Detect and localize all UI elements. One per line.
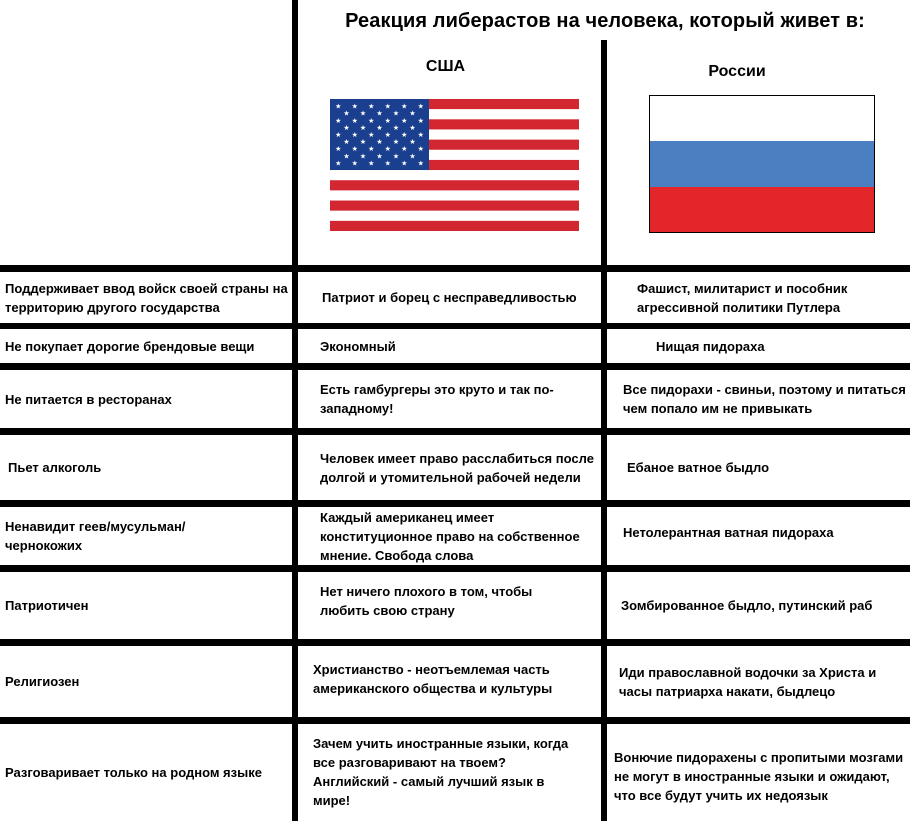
row-trait: Поддерживает ввод войск своей страны на территорию другого государства: [5, 280, 288, 315]
usa-flag-star-icon: ★: [401, 145, 408, 154]
row-russia-reaction: Иди православной водочки за Христа и часы патриарха накати, быдлецо: [619, 664, 877, 699]
russia-flag-white-stripe: [650, 96, 874, 141]
row-usa-reaction: Патриот и борец с несправедливостью: [322, 290, 577, 305]
usa-flag-star-icon: ★: [392, 152, 400, 161]
usa-flag-star-icon: ★: [343, 152, 350, 161]
divider-row-7: [0, 717, 910, 724]
usa-flag-icon: [330, 99, 579, 231]
row-trait: Не покупает дорогие брендовые вещи: [5, 338, 255, 354]
divider-row-6: [0, 639, 910, 646]
usa-flag-star-icon: ★: [401, 116, 408, 125]
row-trait: Религиозен: [5, 674, 80, 689]
usa-flag-star-icon: ★: [368, 131, 375, 139]
row-usa-reaction: Нет ничего плохого в том, чтобы любить свою страну: [320, 584, 533, 618]
usa-flag-star-icon: ★: [335, 116, 342, 125]
usa-flag-stripe: [330, 180, 579, 190]
divider-row-3: [0, 428, 910, 435]
usa-flag-star-icon: ★: [359, 152, 367, 161]
usa-flag-star-icon: ★: [417, 102, 424, 111]
column-header-russia: России: [708, 63, 766, 80]
usa-flag-star-icon: ★: [384, 102, 391, 111]
column-header-usa: США: [425, 58, 466, 75]
usa-flag-star-icon: ★: [392, 123, 400, 132]
row-trait: Пьет алкоголь: [8, 460, 102, 475]
usa-flag-star-icon: ★: [376, 138, 383, 147]
russia-flag-red-stripe: [650, 187, 874, 232]
row-russia-reaction: Нетолерантная ватная пидораха: [623, 524, 834, 540]
row-usa-reaction: Есть гамбургеры это круто и так по-западному!: [320, 382, 554, 416]
usa-flag-star-icon: ★: [351, 131, 358, 139]
divider-row-5: [0, 565, 910, 572]
usa-flag-star-icon: ★: [368, 116, 375, 125]
divider-row-0: [0, 265, 910, 272]
usa-flag-stripe: [330, 201, 579, 211]
usa-flag-star-icon: ★: [401, 102, 408, 111]
usa-flag-stripe: [330, 190, 579, 200]
usa-flag-star-icon: ★: [384, 131, 391, 139]
russia-flag-blue-stripe: [650, 141, 874, 186]
usa-flag-star-icon: ★: [384, 116, 391, 125]
usa-flag-star-icon: ★: [359, 109, 367, 118]
row-usa-reaction: Каждый американец имеет конституционное право на собственное мнение. Свобода слова: [320, 509, 580, 563]
usa-flag-star-icon: ★: [335, 131, 342, 139]
usa-flag-star-icon: ★: [335, 145, 342, 154]
russia-flag-icon: [649, 95, 875, 233]
divider-row-4: [0, 500, 910, 507]
row-usa-reaction: Христианство - неотъемлемая часть американского общества и культуры: [313, 661, 553, 696]
usa-flag-stripe: [330, 221, 579, 231]
usa-flag-star-icon: ★: [376, 152, 383, 161]
usa-flag-star-icon: ★: [384, 145, 391, 154]
usa-flag-star-icon: ★: [343, 123, 350, 132]
row-russia-reaction: Зомбированное быдло, путинский раб: [621, 598, 873, 613]
usa-flag-star-icon: ★: [409, 152, 416, 161]
usa-flag-star-icon: ★: [359, 123, 367, 132]
usa-flag-star-icon: ★: [359, 138, 367, 147]
row-usa-reaction: Экономный: [320, 338, 396, 354]
usa-flag-star-icon: ★: [417, 131, 424, 139]
usa-flag-star-icon: ★: [351, 159, 358, 168]
row-trait: Разговаривает только на родном языке: [5, 765, 262, 780]
divider-vertical-1: [292, 0, 298, 821]
row-usa-reaction: Человек имеет право расслабиться после долгой и утомительной рабочей недели: [320, 450, 594, 485]
usa-flag-star-icon: ★: [368, 145, 375, 154]
usa-flag-star-icon: ★: [392, 109, 400, 118]
row-trait: Патриотичен: [5, 598, 89, 613]
usa-flag-star-icon: ★: [335, 159, 342, 168]
usa-flag-star-icon: ★: [401, 131, 408, 139]
usa-flag-star-icon: ★: [351, 102, 358, 111]
usa-flag-star-icon: ★: [351, 145, 358, 154]
usa-flag-star-icon: ★: [417, 159, 424, 168]
usa-flag-star-icon: ★: [417, 145, 424, 154]
row-russia-reaction: Ебаное ватное быдло: [627, 460, 770, 475]
usa-flag-star-icon: ★: [392, 138, 400, 147]
usa-flag-star-icon: ★: [368, 159, 375, 168]
usa-flag-star-icon: ★: [351, 116, 358, 125]
usa-flag-star-icon: ★: [409, 109, 416, 118]
row-trait: Ненавидит геев/мусульман/чернокожих: [5, 519, 186, 553]
page-title: Реакция либерастов на человека, который живет в:: [345, 10, 865, 32]
usa-flag-star-icon: ★: [417, 116, 424, 125]
usa-flag-star-icon: ★: [368, 102, 375, 111]
usa-flag-star-icon: ★: [343, 138, 350, 147]
usa-flag-stripe: [330, 211, 579, 221]
usa-flag-star-icon: ★: [409, 138, 416, 147]
usa-flag-star-icon: ★: [335, 102, 342, 111]
usa-flag-star-icon: ★: [401, 159, 408, 168]
row-trait: Не питается в ресторанах: [5, 391, 172, 407]
divider-row-2: [0, 363, 910, 370]
row-russia-reaction: Вонючие пидорахены с пропитыми мозгами не могут в иностранные языки и ожидают, что все будут учить их недоязык: [614, 749, 904, 803]
usa-flag-stripe: [330, 170, 579, 180]
usa-flag-star-icon: ★: [384, 159, 391, 168]
usa-flag-star-icon: ★: [409, 123, 416, 132]
row-russia-reaction: Все пидорахи - свиньи, поэтому и питаться чем попало им не привыкать: [623, 382, 906, 416]
usa-flag-star-icon: ★: [376, 109, 383, 118]
usa-flag-star-icon: ★: [376, 123, 383, 132]
row-russia-reaction: Нищая пидораха: [656, 338, 765, 354]
usa-flag-star-icon: ★: [343, 109, 350, 118]
row-usa-reaction: Зачем учить иностранные языки, когда все разговаривают на твоем? Английский - самый лучший язык в мире!: [313, 736, 569, 808]
row-russia-reaction: Фашист, милитарист и пособник агрессивной политики Путлера: [637, 280, 848, 315]
